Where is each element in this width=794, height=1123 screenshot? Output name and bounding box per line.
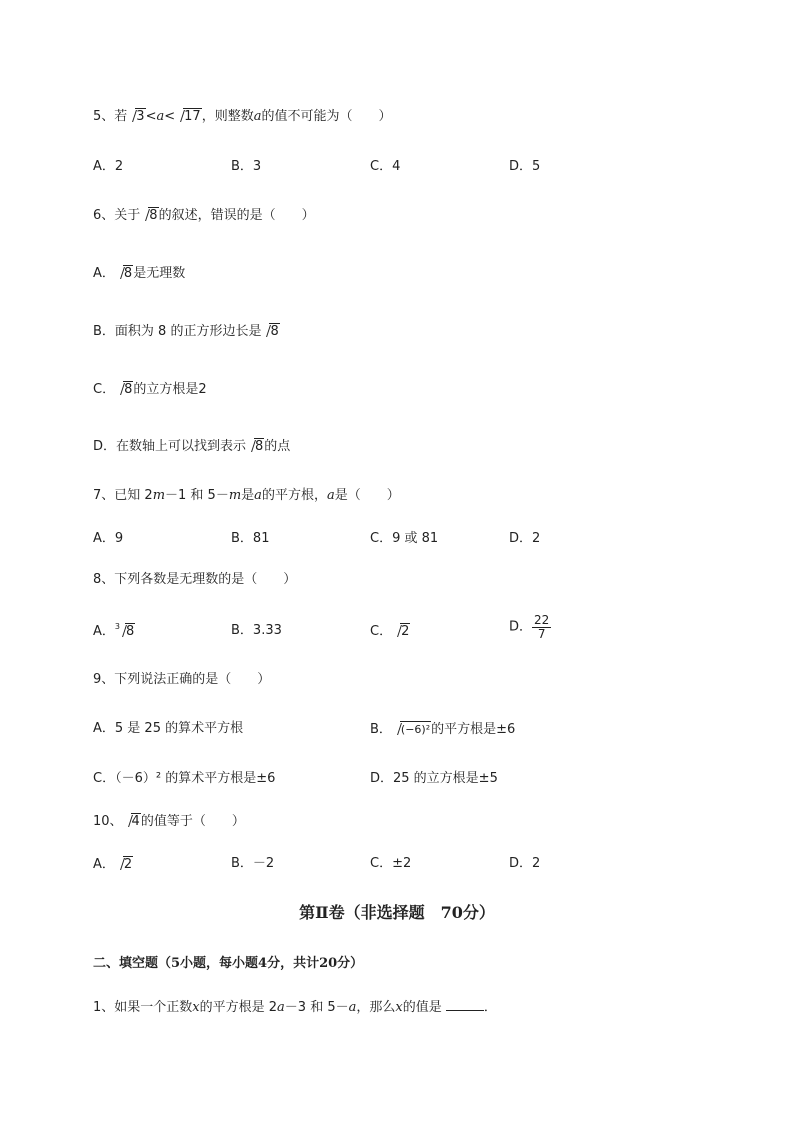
radicand: 8 [126,624,135,639]
q10-option-d[interactable]: D．2 [509,856,541,871]
radicand: 4 [131,814,140,829]
less-than: < [164,109,176,124]
sqrt-symbol [116,264,133,283]
q9-option-b[interactable] [370,720,515,739]
option-text: 的平方根是±6 [431,722,516,737]
q7-option-c[interactable]: C．9 或 81 [370,531,439,546]
variable-a: a [326,488,335,503]
q9-option-a[interactable]: A．5 是 25 的算术平方根 [93,721,244,736]
variable-x: x [395,1000,403,1015]
option-label: B． [370,722,392,737]
fill-question-1 [93,998,497,1017]
question-8: 8、下列各数是无理数的是（ ） [93,572,297,587]
sqrt-symbol [393,720,431,739]
question-7-suffix: 是（ ） [334,488,400,503]
option-label: C． [93,382,116,397]
question-7-prefix: 7、已知 2 [93,488,153,503]
radicand: 8 [149,208,158,223]
fill-1-end: ． [483,1000,497,1015]
less-than: < [145,109,157,124]
q5-option-c[interactable]: C．4 [370,159,401,174]
radicand: 8 [255,439,264,454]
option-text: 的点 [264,439,291,454]
variable-a: a [254,488,262,503]
option-label: A． [93,266,115,281]
option-text: B．面积为 8 的正方形边长是 [93,324,262,339]
sqrt-symbol [141,206,158,225]
question-5-suffix: 的值不可能为（ ） [261,109,392,124]
radicand: 2 [123,857,133,872]
answer-blank[interactable] [446,998,484,1011]
sqrt-symbol [247,437,264,456]
q6-option-b[interactable] [93,322,280,341]
q7-option-b[interactable]: B．81 [231,531,270,546]
fill-1-text: ，那么 [356,1000,396,1015]
cube-root-symbol [118,622,135,641]
variable-a: a [348,1000,357,1015]
question-6-suffix: 的叙述，错误的是（ ） [158,208,315,223]
question-5-prefix: 5、若 [93,109,128,124]
sqrt-symbol [262,322,279,341]
question-5-mid: ，则整数 [201,109,254,124]
q9-option-c[interactable]: C．（－6）² 的算术平方根是±6 [93,771,276,786]
option-label: C． [370,624,393,639]
q10-option-b[interactable]: B．－2 [231,856,275,871]
fill-1-text: －3 和 5－ [284,1000,349,1015]
denominator: 7 [537,627,546,641]
q5-option-d[interactable]: D．5 [509,159,541,174]
option-label: D． [509,619,533,635]
radicand: 3 [136,109,145,124]
sqrt-symbol [176,107,202,126]
part-heading: 二、填空题（5小题，每小题4分，共计20分） [93,956,364,971]
sqrt-symbol [116,855,133,874]
option-text: D．在数轴上可以找到表示 [93,439,247,454]
q7-option-d[interactable]: D．2 [509,531,541,546]
q6-option-d[interactable] [93,437,290,456]
sqrt-symbol [116,380,133,399]
question-5 [93,107,391,126]
question-7-text: －1 和 5－ [165,488,229,503]
radicand: 2 [401,624,410,639]
sqrt-symbol [124,812,141,831]
question-10-suffix: 的值等于（ ） [140,814,245,829]
q9-option-d[interactable]: D．25 的立方根是±5 [370,771,498,786]
variable-m: m [228,488,242,503]
variable-a: a [277,1000,285,1015]
q6-option-a[interactable] [93,264,185,283]
section-title: 第Ⅱ卷（非选择题 70分） [299,903,495,922]
q10-option-a[interactable] [93,855,133,874]
variable-x: x [192,1000,200,1015]
question-10-prefix: 10、 [93,814,123,829]
question-7-text: 的平方根， [261,488,327,503]
radicand: 8 [270,324,279,339]
sqrt-symbol [393,622,410,641]
variable-m: m [152,488,166,503]
radicand: 17 [184,109,201,124]
question-7 [93,487,400,505]
option-label: A． [93,624,115,639]
radicand: 8 [123,266,133,281]
question-9: 9、下列说法正确的是（ ） [93,672,271,687]
q8-option-d[interactable] [509,614,551,641]
question-6-prefix: 6、关于 [93,208,141,223]
q5-option-a[interactable]: A．2 [93,159,124,174]
fill-1-text: 的值是 [402,1000,442,1015]
q6-option-c[interactable] [93,380,207,399]
fill-1-prefix: 1、如果一个正数 [93,1000,193,1015]
q8-option-c[interactable] [370,622,410,641]
fraction [532,614,551,641]
q10-option-c[interactable]: C．±2 [370,856,412,871]
question-7-text: 是 [241,488,255,503]
q8-option-a[interactable] [93,622,135,642]
sqrt-symbol [128,107,145,126]
option-text: 的立方根是2 [133,382,207,397]
question-10 [93,812,245,831]
numerator: 22 [534,613,550,627]
variable-a: a [253,109,262,124]
option-text: 是无理数 [133,266,186,281]
q5-option-b[interactable]: B．3 [231,159,262,174]
q8-option-b[interactable]: B．3.33 [231,623,282,638]
fill-1-text: 的平方根是 2 [199,1000,278,1015]
radicand: (−6)² [400,723,431,736]
q7-option-a[interactable]: A．9 [93,531,124,546]
radicand: 8 [124,382,133,397]
question-6 [93,206,315,225]
variable-a: a [156,109,165,124]
option-label: A． [93,857,115,872]
root-index: 3 [114,622,120,631]
